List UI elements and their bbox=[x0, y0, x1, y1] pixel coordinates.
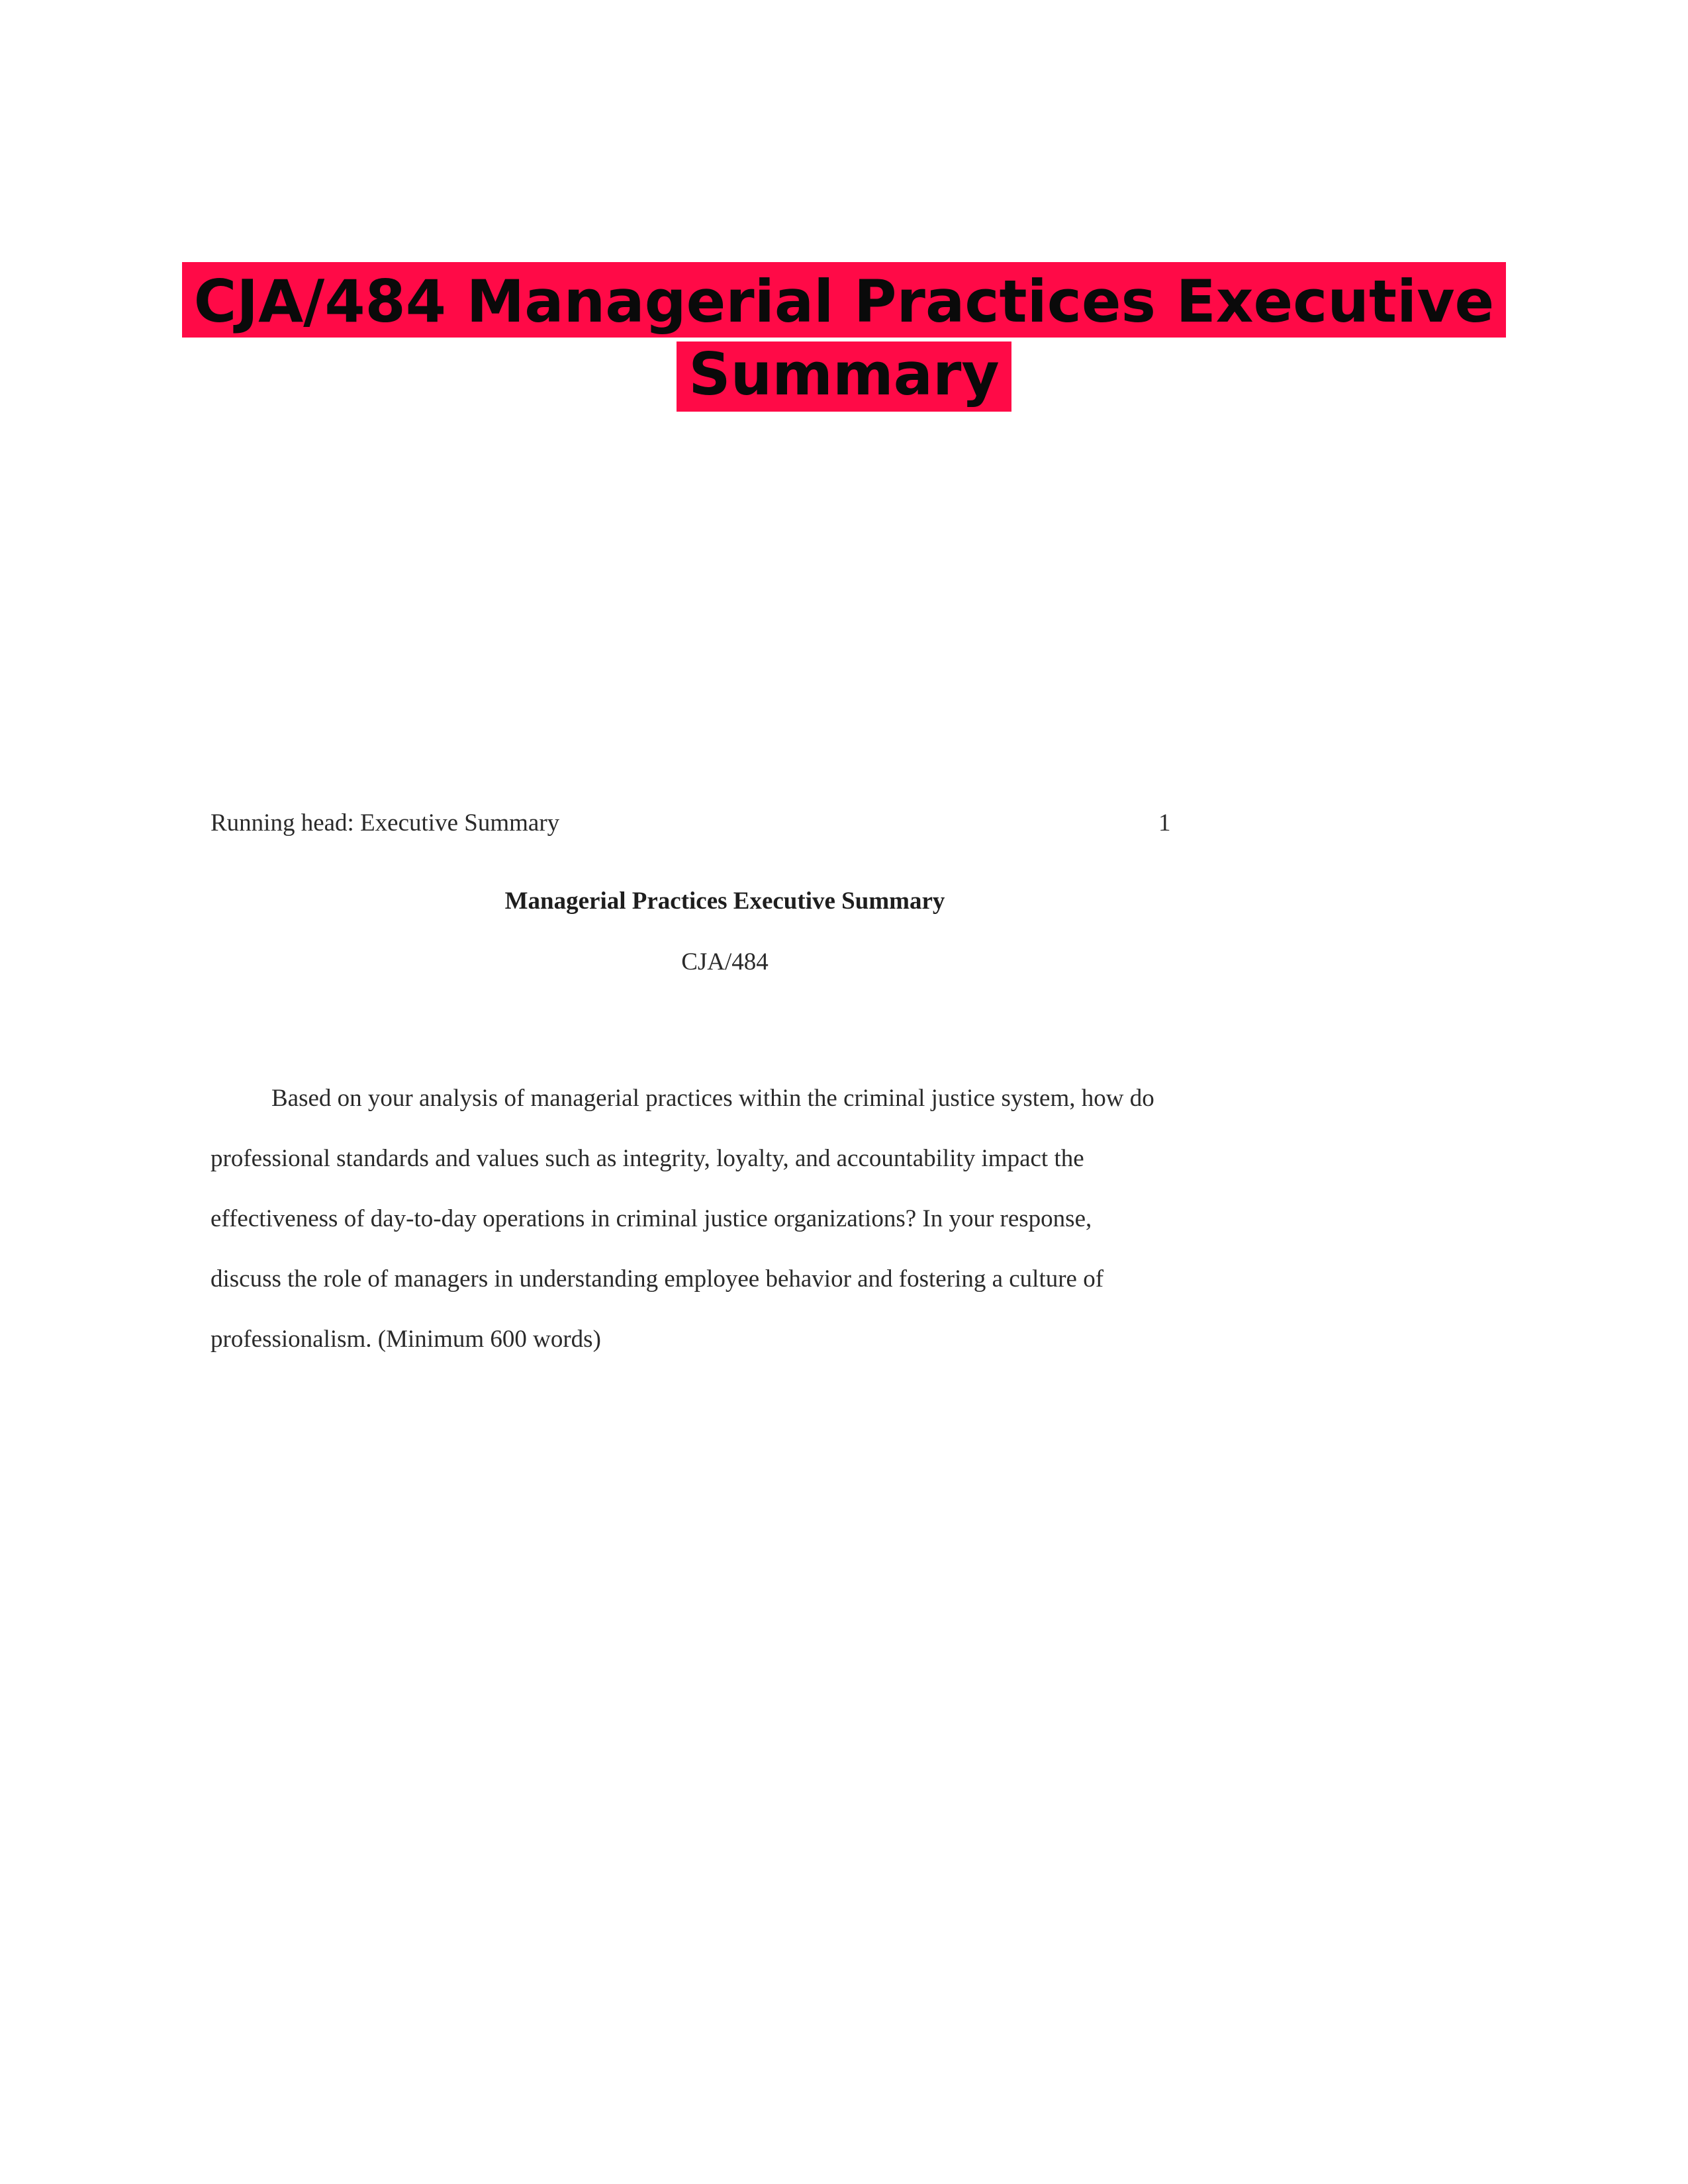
prompt-line: professional standards and values such as integrity, loyalty, and accountability impact the bbox=[211, 1145, 1084, 1172]
course-code: CJA/484 bbox=[681, 948, 769, 976]
banner-title-line-1: CJA/484 Managerial Practices Executive bbox=[182, 262, 1507, 338]
document-title: Managerial Practices Executive Summary bbox=[504, 887, 945, 915]
prompt-line: Based on your analysis of managerial practices within the criminal justice system, how do bbox=[271, 1085, 1154, 1112]
running-head: Running head: Executive Summary bbox=[211, 809, 560, 837]
prompt-line: discuss the role of managers in understanding employee behavior and fostering a culture of bbox=[211, 1265, 1104, 1293]
page-number: 1 bbox=[1158, 809, 1171, 837]
prompt-line: effectiveness of day-to-day operations in criminal justice organizations? In your response, bbox=[211, 1205, 1092, 1232]
prompt-line: professionalism. (Minimum 600 words) bbox=[211, 1326, 601, 1353]
assignment-prompt bbox=[211, 1068, 1243, 1369]
banner-title-line-2: Summary bbox=[677, 341, 1011, 412]
